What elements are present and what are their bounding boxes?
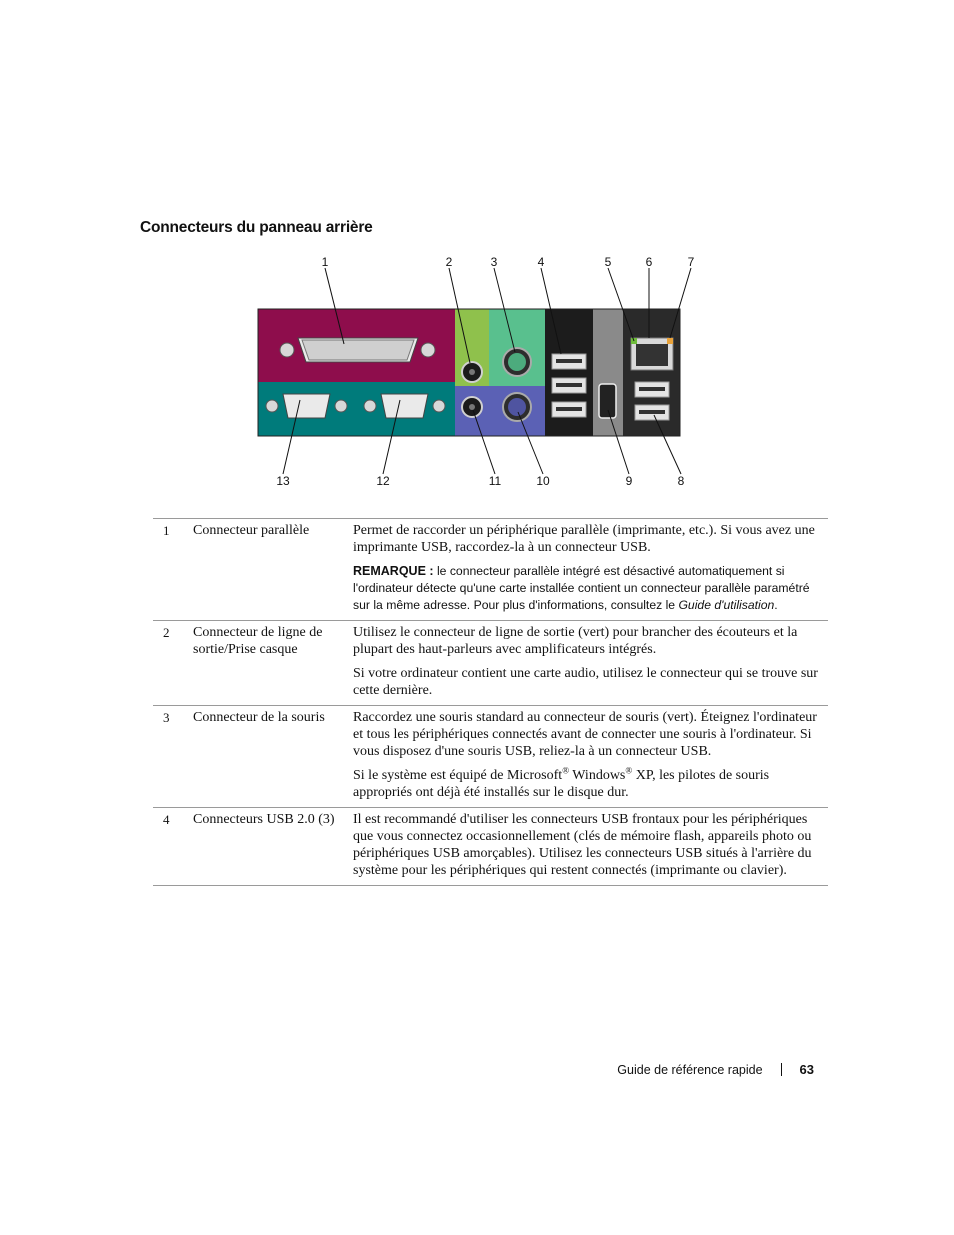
row-number: 4 [163,812,170,827]
connector-name: Connecteur parallèle [193,523,310,538]
footer-separator [781,1063,782,1076]
callout-5: 5 [604,255,612,269]
callout-9: 9 [625,474,633,488]
text-fragment: Windows [569,768,626,783]
note-label: REMARQUE : [353,564,434,578]
connector-description [353,808,828,886]
callout-1: 1 [321,255,329,269]
callout-2: 2 [445,255,453,269]
description-paragraph: Permet de raccorder un périphérique parallèle (imprimante, etc.). Si vous avez une imprimante USB, raccordez-la à un connecteur USB. [353,523,815,555]
footer-title: Guide de référence rapide [617,1062,763,1077]
description-paragraph: Il est recommandé d'utiliser les connecteurs USB frontaux pour les périphériques que vous connectez occasionnellement (clés de mémoire flash, appareils photo ou périphériques USB amorçables). Utilisez les connecteurs USB situés à l'arrière du système pour les périphériques qui restent connectés (imprimante ou clavier). [353,812,812,878]
row-number: 1 [163,523,170,538]
callout-13: 13 [276,474,290,488]
section-title: Connecteurs du panneau arrière [140,219,373,236]
connector-name: Connecteur de la souris [193,710,325,725]
callout-7: 7 [687,255,695,269]
callout-10: 10 [536,474,550,488]
description-paragraph [353,767,824,801]
page-number: 63 [799,1062,814,1077]
table-row [153,519,828,621]
table-row [153,621,828,706]
connector-name: Connecteurs USB 2.0 (3) [193,812,335,827]
note-reference: Guide d'utilisation [678,598,775,612]
back-panel-diagram [250,250,710,495]
page-footer [617,1062,814,1077]
note [353,563,824,614]
connector-table [153,518,828,886]
text-fragment: XP, les pilotes de souris appropriés ont déjà été installés sur le disque dur. [353,768,770,800]
note-end: . [774,598,778,612]
connector-name: Connecteur de ligne de sortie/Prise casque [193,625,323,657]
note-text: le connecteur parallèle intégré est désactivé automatiquement si l'ordinateur détecte qu'une carte installée contient un connecteur parallèle paramétré sur la même adresse. Pour plus d'informations, consultez le [353,564,810,612]
callout-8: 8 [677,474,685,488]
connector-description [353,519,828,621]
connector-description [353,621,828,706]
callout-11: 11 [488,474,502,488]
back-panel-illustration [250,250,710,495]
callout-4: 4 [537,255,545,269]
registered-mark: ® [562,765,570,776]
row-number: 2 [163,625,170,640]
row-number: 3 [163,710,170,725]
firewire-port [599,384,616,418]
description-paragraph: Si votre ordinateur contient une carte audio, utilisez le connecteur qui se trouve sur cette dernière. [353,666,818,698]
description-paragraph: Raccordez une souris standard au connecteur de souris (vert). Éteignez l'ordinateur et tous les périphériques connectés avant de connecter une souris à l'ordinateur. Si vous disposez d'une souris USB, reliez-la à un connecteur USB. [353,710,817,759]
callout-3: 3 [490,255,498,269]
text-fragment: Si le système est équipé de Microsoft [353,768,563,783]
table-row [153,808,828,886]
description-paragraph: Utilisez le connecteur de ligne de sortie (vert) pour brancher des écouteurs et la plupart des haut-parleurs avec amplificateurs intégrés. [353,625,798,657]
callout-6: 6 [645,255,653,269]
table-row [153,706,828,808]
callout-12: 12 [376,474,390,488]
registered-mark: ® [625,765,633,776]
connector-description [353,706,828,808]
